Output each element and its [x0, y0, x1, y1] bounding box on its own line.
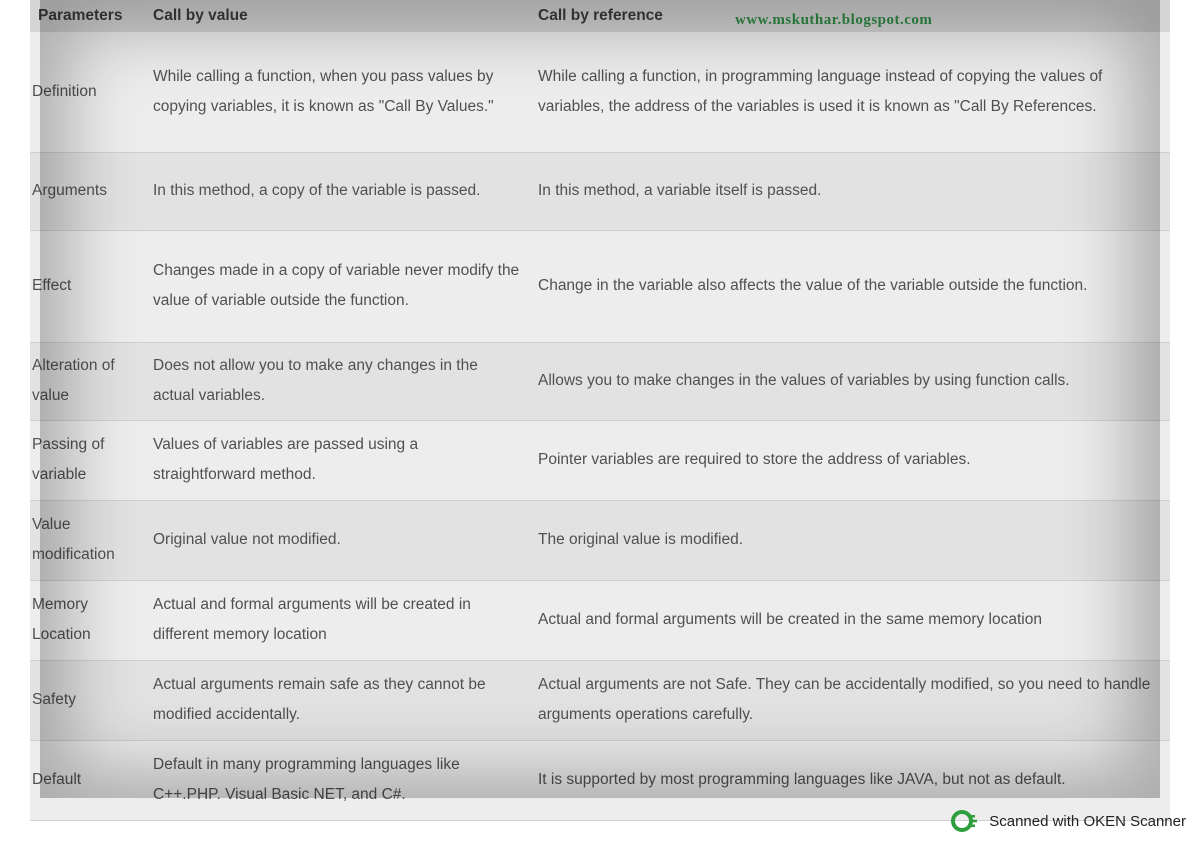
row-parameter: Alteration of value: [30, 342, 145, 420]
row-parameter: Safety: [30, 660, 145, 740]
row-call-by-reference: While calling a function, in programming language instead of copying the values of variables, the address of the variables is used it is known as "Call By References.: [530, 32, 1170, 152]
oken-scanner-logo-svg: [951, 810, 979, 832]
row-call-by-value: Does not allow you to make any changes in the actual variables.: [145, 342, 530, 420]
table-row: [30, 580, 1170, 660]
table-row: [30, 152, 1170, 230]
scanner-footer: [951, 808, 1186, 834]
row-call-by-reference: It is supported by most programming languages like JAVA, but not as default.: [530, 740, 1170, 820]
row-call-by-value: Values of variables are passed using a straightforward method.: [145, 420, 530, 500]
row-parameter: Value modification: [30, 500, 145, 580]
row-call-by-value: Changes made in a copy of variable never modify the value of variable outside the function.: [145, 230, 530, 342]
row-call-by-value: In this method, a copy of the variable is passed.: [145, 152, 530, 230]
row-parameter: Effect: [30, 230, 145, 342]
row-call-by-reference: The original value is modified.: [530, 500, 1170, 580]
header-call-by-reference: [530, 0, 1170, 32]
row-parameter: Passing of variable: [30, 420, 145, 500]
table-row: [30, 500, 1170, 580]
scanner-footer-text: Scanned with OKEN Scanner: [989, 812, 1186, 830]
header-call-by-value: Call by value: [145, 0, 530, 32]
row-parameter: Definition: [30, 32, 145, 152]
scanned-page: [32, 0, 1160, 803]
row-parameter: Default: [30, 740, 145, 820]
watermark-url: www.mskuthar.blogspot.com: [735, 12, 933, 28]
header-call-by-reference-label: Call by reference: [538, 7, 663, 24]
row-call-by-value: While calling a function, when you pass values by copying variables, it is known as "Call By Values.": [145, 32, 530, 152]
row-call-by-reference: In this method, a variable itself is passed.: [530, 152, 1170, 230]
table-row: [30, 660, 1170, 740]
row-call-by-value: Original value not modified.: [145, 500, 530, 580]
table-row: [30, 32, 1170, 152]
header-parameters: Parameters: [30, 0, 145, 32]
row-call-by-reference: Actual arguments are not Safe. They can be accidentally modified, so you need to handle arguments operations carefully.: [530, 660, 1170, 740]
row-call-by-reference: Change in the variable also affects the value of the variable outside the function.: [530, 230, 1170, 342]
row-call-by-reference: Allows you to make changes in the values of variables by using function calls.: [530, 342, 1170, 420]
comparison-table: [30, 0, 1170, 821]
row-parameter: Arguments: [30, 152, 145, 230]
row-call-by-value: Default in many programming languages like C++.PHP. Visual Basic NET, and C#.: [145, 740, 530, 820]
row-call-by-value: Actual arguments remain safe as they cannot be modified accidentally.: [145, 660, 530, 740]
row-call-by-reference: Pointer variables are required to store the address of variables.: [530, 420, 1170, 500]
table-row: [30, 230, 1170, 342]
row-call-by-reference: Actual and formal arguments will be created in the same memory location: [530, 580, 1170, 660]
row-call-by-value: Actual and formal arguments will be created in different memory location: [145, 580, 530, 660]
table-row: [30, 420, 1170, 500]
oken-scanner-logo-icon: [951, 810, 979, 832]
table-header-row: [30, 0, 1170, 32]
row-parameter: Memory Location: [30, 580, 145, 660]
table-row: [30, 342, 1170, 420]
